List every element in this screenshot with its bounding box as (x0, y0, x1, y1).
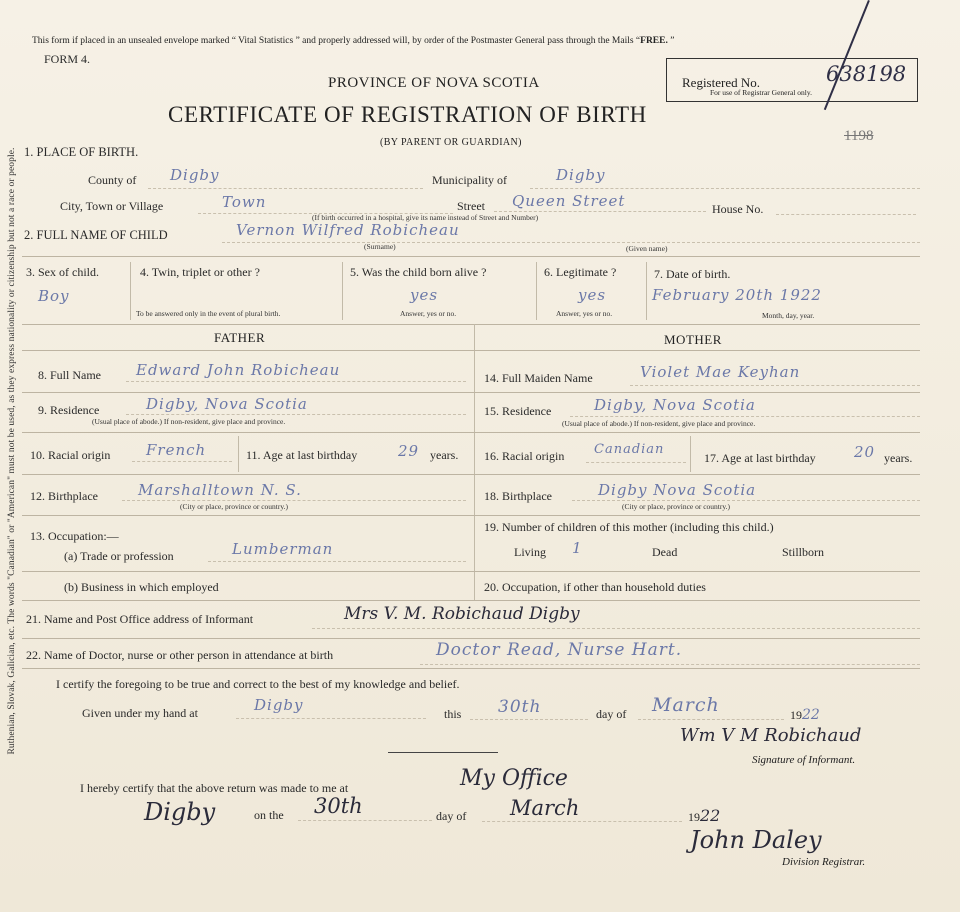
mother-header: MOTHER (664, 332, 722, 347)
business-label: (b) Business in which employed (64, 580, 219, 594)
municipality-value: Digby (556, 166, 606, 184)
legit-label: 6. Legitimate ? (544, 265, 617, 279)
legit-note: Answer, yes or no. (556, 309, 613, 318)
page-subtitle: (BY PARENT OR GUARDIAN) (380, 137, 522, 148)
mother-bp-note: (City or place, province or country.) (622, 502, 731, 511)
form-number: FORM 4. (44, 52, 91, 66)
dead-label: Dead (652, 545, 678, 559)
registration-year: 1922 (688, 806, 721, 825)
province-heading: PROVINCE OF NOVA SCOTIA (328, 75, 540, 91)
mother-age-label: 17. Age at last birthday (704, 451, 816, 465)
registrar-note: For use of Registrar General only. (710, 88, 812, 97)
occupation-label: 13. Occupation:— (30, 529, 119, 543)
registration-place: Digby (144, 798, 216, 826)
street-label: Street (457, 199, 485, 213)
this-label: this (444, 707, 462, 721)
children-label: 19. Number of children of this mother (including this child.) (484, 520, 774, 534)
trade-label: (a) Trade or profession (64, 549, 174, 563)
father-bp-note: (City or place, province or country.) (180, 502, 289, 511)
father-res-value: Digby, Nova Scotia (146, 395, 308, 413)
mother-res-label: 15. Residence (484, 404, 552, 418)
mother-years-label: years. (884, 451, 913, 465)
registered-label: Registered No. (682, 75, 760, 90)
registrar-label: Division Registrar. (782, 856, 866, 868)
given-day-value: 30th (498, 697, 542, 717)
twin-label: 4. Twin, triplet or other ? (140, 265, 260, 279)
mother-abode-note: (Usual place of abode.) If non-resident, give place and province. (562, 419, 756, 428)
father-trade-value: Lumberman (232, 540, 334, 558)
street-value: Queen Street (512, 192, 626, 210)
attendant-value: Doctor Read, Nurse Hart. (436, 640, 683, 660)
house-label: House No. (712, 202, 764, 216)
child-name-value: Vernon Wilfred Robicheau (236, 221, 460, 239)
twin-note: To be answered only in the event of plural birth. (136, 309, 281, 318)
mother-res-value: Digby, Nova Scotia (594, 396, 756, 414)
father-name-value: Edward John Robicheau (136, 361, 341, 379)
surname-note: (Surname) (364, 242, 396, 251)
registration-month: March (510, 796, 580, 820)
certify-text: I certify the foregoing to be true and correct to the best of my knowledge and belief. (56, 677, 460, 691)
side-note: Ruthenian, Slovak, Galician, etc. The words "Canadian" or "American" must not be used, as they express nationality or citizenship but not a race or people. (7, 147, 17, 755)
registration-day: 30th (314, 794, 363, 818)
mother-name-value: Violet Mae Keyhan (640, 363, 801, 381)
sex-label: 3. Sex of child. (26, 265, 99, 279)
dob-note: Month, day, year. (762, 311, 815, 320)
given-label: Given under my hand at (82, 706, 198, 720)
father-bp-label: 12. Birthplace (30, 489, 98, 503)
sex-value: Boy (38, 287, 70, 305)
registrar-signature: John Daley (690, 826, 822, 854)
alive-note: Answer, yes or no. (400, 309, 457, 318)
mother-bp-value: Digby Nova Scotia (598, 481, 757, 499)
legit-value: yes (578, 286, 607, 304)
child-name-label: 2. FULL NAME OF CHILD (24, 228, 168, 242)
given-place-value: Digby (254, 696, 304, 714)
informant-value: Mrs V. M. Robichaud Digby (344, 604, 580, 624)
mother-race-value: Canadian (594, 442, 665, 457)
registered-number: 638198 (826, 62, 907, 86)
office-value: My Office (460, 766, 568, 791)
mother-race-label: 16. Racial origin (484, 449, 565, 463)
hospital-note: (If birth occurred in a hospital, give its name instead of Street and Number) (312, 213, 539, 222)
father-res-label: 9. Residence (38, 403, 100, 417)
father-age-value: 29 (398, 442, 420, 460)
mail-notice: This form if placed in an unsealed envelope marked “ Vital Statistics ” and properly addressed will, by order of the Postmaster General pass through the Mails “FREE. ” (32, 36, 675, 46)
dob-value: February 20th 1922 (652, 286, 822, 304)
mother-bp-label: 18. Birthplace (484, 489, 552, 503)
county-label: County of (88, 173, 137, 187)
dob-label: 7. Date of birth. (654, 267, 731, 281)
informant-signature-label: Signature of Informant. (752, 754, 856, 766)
mother-occupation-label: 20. Occupation, if other than household duties (484, 580, 706, 594)
father-race-value: French (146, 441, 207, 459)
alive-value: yes (410, 286, 439, 304)
corner-mark: 1198 (844, 128, 874, 144)
city-label: City, Town or Village (60, 199, 164, 213)
mother-name-label: 14. Full Maiden Name (484, 371, 593, 385)
living-value: 1 (572, 539, 583, 557)
county-value: Digby (170, 166, 220, 184)
informant-signature: Wm V M Robichaud (680, 725, 862, 746)
father-race-label: 10. Racial origin (30, 448, 111, 462)
hereby-text: I hereby certify that the above return was made to me at (80, 781, 349, 795)
attendant-label: 22. Name of Doctor, nurse or other person in attendance at birth (26, 648, 334, 662)
dayof-label: day of (596, 707, 627, 721)
informant-label: 21. Name and Post Office address of Informant (26, 612, 254, 626)
father-name-label: 8. Full Name (38, 368, 101, 382)
living-label: Living (514, 545, 546, 559)
given-month-value: March (652, 694, 720, 716)
dayof2-label: day of (436, 809, 467, 823)
father-years-label: years. (430, 448, 459, 462)
page-title: CERTIFICATE OF REGISTRATION OF BIRTH (168, 102, 647, 127)
municipality-label: Municipality of (432, 173, 507, 187)
given-year: 1922 (790, 707, 820, 723)
mother-age-value: 20 (854, 443, 876, 461)
given-name-note: (Given name) (626, 244, 668, 253)
city-value: Town (222, 193, 267, 211)
father-abode-note: (Usual place of abode.) If non-resident, give place and province. (92, 417, 286, 426)
father-bp-value: Marshalltown N. S. (138, 481, 302, 499)
on-the-label: on the (254, 808, 284, 822)
father-age-label: 11. Age at last birthday (246, 448, 358, 462)
stillborn-label: Stillborn (782, 545, 825, 559)
place-of-birth-label: 1. PLACE OF BIRTH. (24, 145, 139, 159)
father-header: FATHER (214, 330, 266, 345)
alive-label: 5. Was the child born alive ? (350, 265, 487, 279)
